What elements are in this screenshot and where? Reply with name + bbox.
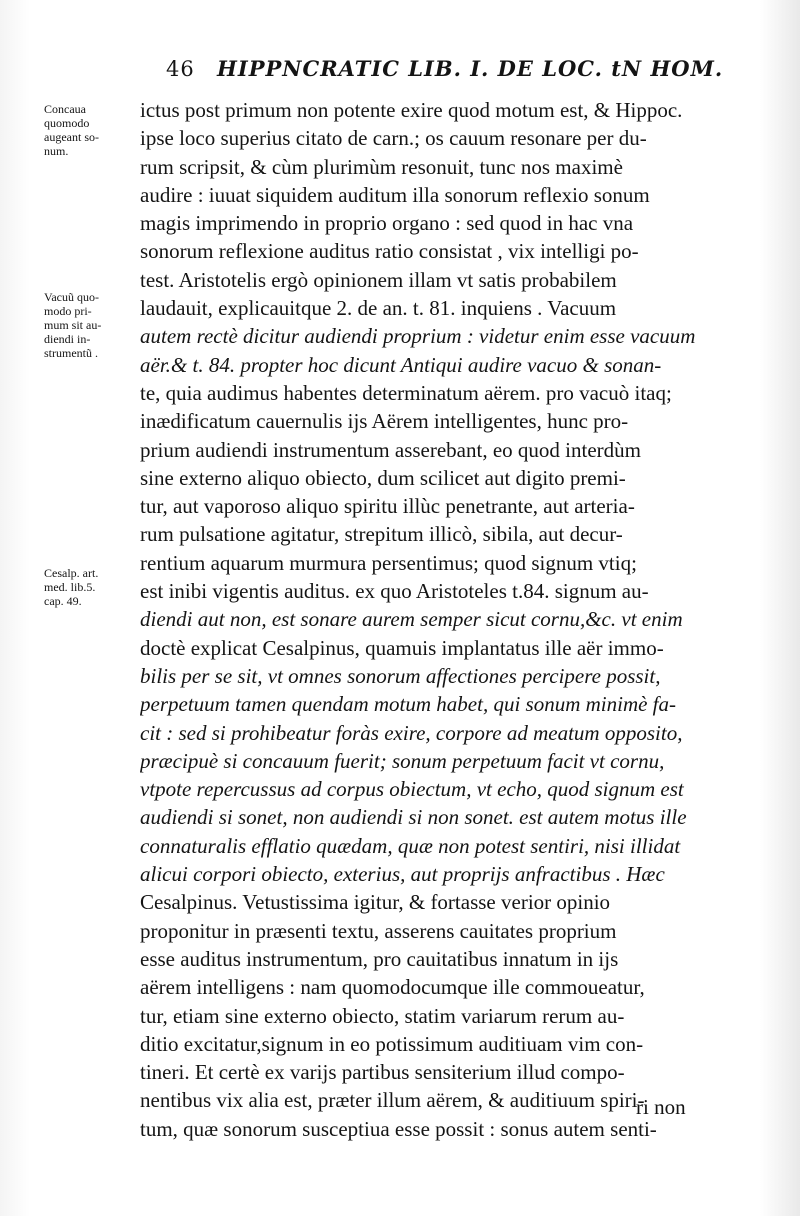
main-text-block xyxy=(140,96,752,1143)
text-line: tur, etiam sine externo obiecto, statim variarum rerum au- xyxy=(140,1003,625,1028)
text-line: ditio excitatur,signum in eo potissimum auditiuam vim con- xyxy=(140,1031,644,1056)
text-line: est inibi vigentis auditus. ex quo Aristoteles t.84. signum au- xyxy=(140,579,649,604)
text-line: sine externo aliquo obiecto, dum scilicet aut digito premi- xyxy=(140,465,626,490)
text-line: Cesalpinus. Vetustissima igitur, & fortasse verior opinio xyxy=(140,890,611,915)
text-line: præcipuè si concauum fuerit; sonum perpetuum facit vt cornu, xyxy=(140,748,665,773)
text-line: perpetuum tamen quendam motum habet, qui sonum minimè fa- xyxy=(140,692,677,717)
text-line: connaturalis efflatio quædam, quæ non potest sentiri, nisi illidat xyxy=(140,833,681,858)
text-line: autem rectè dicitur audiendi proprium : videtur enim esse vacuum xyxy=(140,324,696,349)
running-header xyxy=(166,56,723,81)
text-line: rum scripsit, & cùm plurimùm resonuit, tunc nos maximè xyxy=(140,154,623,179)
text-line: nentibus vix alia est, præter illum aërem, & auditiuum spiri- xyxy=(140,1088,645,1113)
margin-note-line: modo pri- xyxy=(44,304,92,318)
text-line: rentium aquarum murmura persentimus; quod signum vtiq; xyxy=(140,550,637,575)
text-line: aërem intelligens : nam quomodocumque ille commoueatur, xyxy=(140,975,645,1000)
margin-note-line: mum sit au- xyxy=(44,318,102,332)
margin-note-line: cap. 49. xyxy=(44,594,82,608)
text-line: cit : sed si prohibeatur foràs exire, corpore ad meatum opposito, xyxy=(140,720,683,745)
text-line: doctè explicat Cesalpinus, quamuis implantatus ille aër immo- xyxy=(140,635,664,660)
page-number: 46 xyxy=(166,57,195,81)
text-line: tur, aut vaporoso aliquo spiritu illùc penetrante, aut arteria- xyxy=(140,494,635,519)
text-line: ictus post primum non potente exire quod motum est, & Hippoc. xyxy=(140,98,683,122)
text-line: test. Aristotelis ergò opinionem illam vt satis probabilem xyxy=(140,267,617,292)
text-line: proponitur in præsenti textu, asserens cauitates proprium xyxy=(140,918,617,943)
text-line: rum pulsatione agitatur, strepitum illicò, sibila, aut decur- xyxy=(140,522,623,547)
text-line: ipse loco superius citato de carn.; os cauum resonare per du- xyxy=(140,126,647,151)
text-line: laudauit, explicauitque 2. de an. t. 81. inquiens . Vacuum xyxy=(140,296,617,321)
text-line: audire : iuuat siquidem auditum illa sonorum reflexio sonum xyxy=(140,182,650,207)
margin-note-line: Vacuũ quo- xyxy=(44,290,99,304)
text-line: audiendi si sonet, non audiendi si non sonet. est autem motus ille xyxy=(140,805,687,830)
text-line: bilis per se sit, vt omnes sonorum affectiones percipere possit, xyxy=(140,663,661,688)
margin-note-line: med. lib.5. xyxy=(44,580,96,594)
margin-note-cesalpinus xyxy=(44,566,130,608)
text-line: magis imprimendo in proprio organo : sed quod in hac vna xyxy=(140,211,634,236)
text-line: diendi aut non, est sonare aurem semper sicut cornu,&c. vt enim xyxy=(140,607,683,632)
margin-note-vacuum xyxy=(44,290,130,360)
catchword: ri non xyxy=(636,1095,686,1119)
text-line: tineri. Et certè ex varijs partibus sensiterium illud compo- xyxy=(140,1060,625,1085)
margin-note-concaua xyxy=(44,102,130,158)
text-line: sonorum reflexione auditus ratio consistat , vix intelligi po- xyxy=(140,239,639,264)
text-line: inædificatum cauernulis ijs Aërem intelligentes, hunc pro- xyxy=(140,409,629,434)
text-line: esse auditus instrumentum, pro cauitatibus innatum in ijs xyxy=(140,946,619,971)
margin-note-line: quomodo xyxy=(44,116,90,130)
margin-note-line: diendi in- xyxy=(44,332,91,346)
text-line: te, quia audimus habentes determinatum aërem. pro vacuò itaq; xyxy=(140,380,672,405)
running-title: HIPPNCRATIC LIB. I. DE LOC. tN HOM. xyxy=(217,56,724,81)
text-line: vtpote repercussus ad corpus obiectum, vt echo, quod signum est xyxy=(140,777,684,802)
text-line: alicui corpori obiecto, exterius, aut proprijs anfractibus . Hæc xyxy=(140,862,665,887)
text-line: prium audiendi instrumentum asserebant, eo quod interdùm xyxy=(140,437,641,462)
text-line: tum, quæ sonorum susceptiua esse possit : sonus autem senti- xyxy=(140,1116,657,1141)
margin-note-line: augeant so- xyxy=(44,130,99,144)
margin-note-line: strumentũ . xyxy=(44,346,98,360)
margin-note-line: Concaua xyxy=(44,102,86,116)
margin-note-line: num. xyxy=(44,144,69,158)
margin-note-line: Cesalp. art. xyxy=(44,566,99,580)
text-line: aër.& t. 84. propter hoc dicunt Antiqui audire vacuo & sonan- xyxy=(140,352,662,377)
